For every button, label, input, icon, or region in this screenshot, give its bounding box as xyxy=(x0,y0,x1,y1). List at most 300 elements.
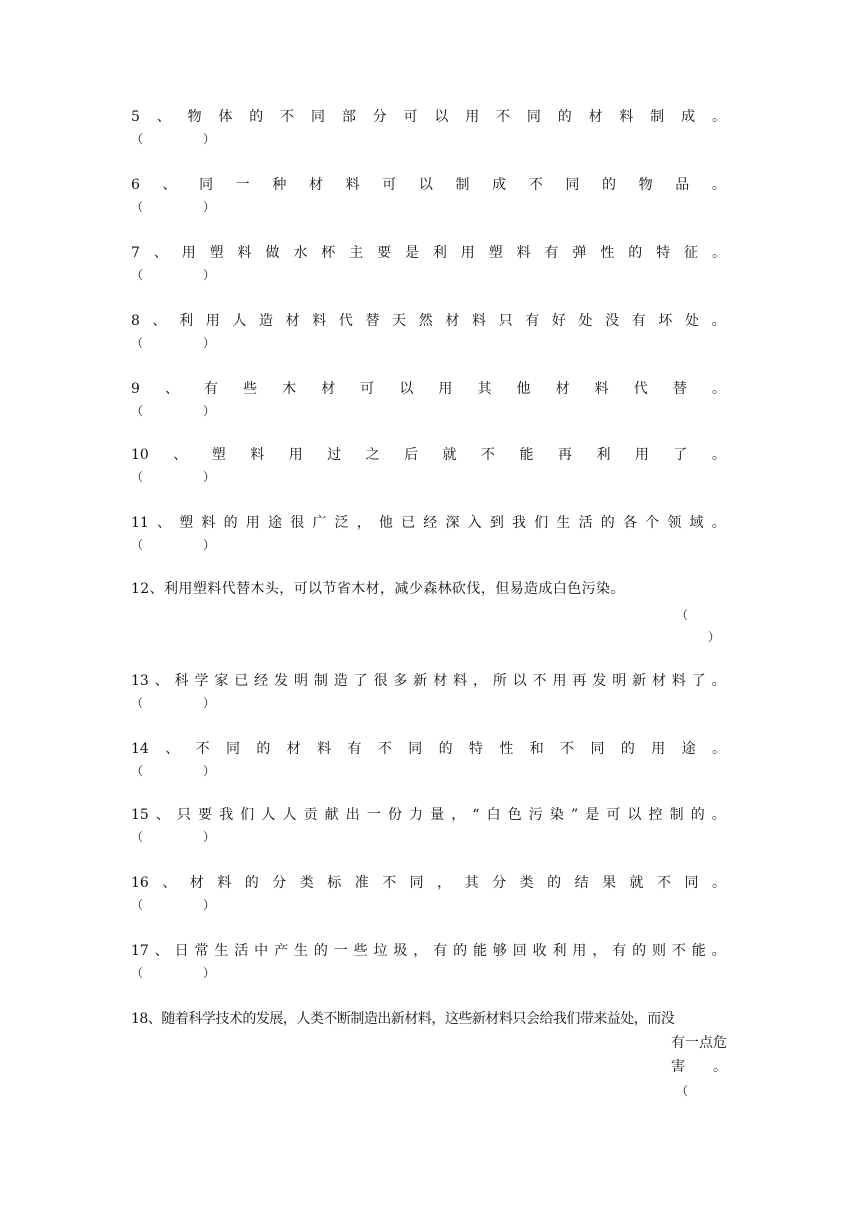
question-char: 不 xyxy=(671,943,686,959)
question-char: 。 xyxy=(711,177,726,193)
question-char: 替 xyxy=(365,313,380,329)
question-char: ” xyxy=(570,807,579,823)
question-char: 征 xyxy=(684,245,699,261)
question-char: 然 xyxy=(418,313,433,329)
question-text xyxy=(131,514,726,532)
question-char: 用 xyxy=(245,515,260,531)
question-text: 18、随着科学技术的发展，人类不断制造出新材料，这些新材料只会给我们带来益处，而没 xyxy=(131,1011,675,1027)
question-char: 塑 xyxy=(211,447,226,463)
question-char: 之 xyxy=(365,447,380,463)
question-char: 泛 xyxy=(334,515,349,531)
question-char: 献 xyxy=(324,807,339,823)
question-char: 制 xyxy=(650,109,665,125)
question-text: 12、利用塑料代替木头，可以节省木材，减少森林砍伐，但易造成白色污染。 xyxy=(131,581,625,597)
question-char: 深 xyxy=(445,515,460,531)
answer-paren-close: ） xyxy=(708,630,721,644)
answer-paren-open: （ xyxy=(676,1084,689,1098)
question-char: 没 xyxy=(605,313,620,329)
question-char: 用 xyxy=(552,673,567,689)
question-char: 的 xyxy=(256,741,271,757)
question-char: 类 xyxy=(299,875,314,891)
answer-blank: （ ） xyxy=(131,966,216,980)
question-char: 过 xyxy=(327,447,342,463)
question-char: 生 xyxy=(214,943,229,959)
question-char: 料 xyxy=(237,245,252,261)
question-16 xyxy=(131,874,726,914)
question-char: 材 xyxy=(321,381,336,397)
question-char: “ xyxy=(472,807,480,823)
answer-blank: （ ） xyxy=(131,470,216,484)
question-char: 只 xyxy=(498,313,513,329)
question-char: 利 xyxy=(596,447,611,463)
question-char: 生 xyxy=(293,943,308,959)
question-char: 各 xyxy=(622,515,637,531)
question-10 xyxy=(131,446,726,486)
question-char: 可 xyxy=(360,381,375,397)
question-char: 、 xyxy=(155,807,170,823)
question-text xyxy=(131,380,726,398)
answer-blank: （ ） xyxy=(131,132,216,146)
question-char: 到 xyxy=(489,515,504,531)
question-char: 料 xyxy=(201,515,216,531)
question-char: 明 xyxy=(293,673,308,689)
question-char: 一 xyxy=(235,177,250,193)
question-char: 塑 xyxy=(209,245,224,261)
question-char: 发 xyxy=(592,673,607,689)
answer-blank: （ ） xyxy=(131,404,216,418)
question-char: 就 xyxy=(442,447,457,463)
question-char: 就 xyxy=(629,875,644,891)
question-char: 造 xyxy=(333,673,348,689)
question-char: 类 xyxy=(519,875,534,891)
question-char: 有 xyxy=(631,313,646,329)
question-11 xyxy=(131,514,726,554)
question-char: 果 xyxy=(602,875,617,891)
question-char: 代 xyxy=(338,313,353,329)
question-char: ， xyxy=(451,807,466,823)
question-text xyxy=(131,942,726,960)
question-char: ， xyxy=(472,673,487,689)
question-char: 要 xyxy=(198,807,213,823)
question-char: 很 xyxy=(290,515,305,531)
question-char: 弹 xyxy=(572,245,587,261)
answer-blank: （ ） xyxy=(131,336,216,350)
question-char: 。 xyxy=(711,741,726,757)
question-char: 用 xyxy=(288,447,303,463)
answer-paren-open: （ xyxy=(676,608,689,622)
question-char: 准 xyxy=(354,875,369,891)
question-char: 份 xyxy=(387,807,402,823)
question-char: 以 xyxy=(512,673,527,689)
question-17 xyxy=(131,942,726,982)
question-text xyxy=(131,312,726,330)
question-char: 我 xyxy=(512,515,527,531)
question-char: 则 xyxy=(651,943,666,959)
question-18 xyxy=(131,1010,751,1098)
question-char: 料 xyxy=(312,313,327,329)
question-char: 多 xyxy=(393,673,408,689)
question-char: ， xyxy=(356,515,371,531)
question-char: 有 xyxy=(347,741,362,757)
question-char: 回 xyxy=(512,943,527,959)
question-char: 。 xyxy=(711,807,726,823)
question-char: 。 xyxy=(711,515,726,531)
question-char: 的 xyxy=(453,943,468,959)
question-char: 8 xyxy=(131,313,140,329)
question-char: 15 xyxy=(131,807,149,823)
question-char: 、 xyxy=(164,381,179,397)
question-char: 主 xyxy=(349,245,364,261)
question-char: 制 xyxy=(669,807,684,823)
question-char: 不 xyxy=(377,741,392,757)
question-char: 替 xyxy=(672,381,687,397)
question-char: 材 xyxy=(433,673,448,689)
question-char: 色 xyxy=(507,807,522,823)
question-char: 利 xyxy=(552,943,567,959)
question-7 xyxy=(131,244,726,284)
question-char: 料 xyxy=(345,177,360,193)
question-text xyxy=(131,108,726,126)
question-char: 成 xyxy=(492,177,507,193)
question-char: 贡 xyxy=(303,807,318,823)
question-char: 已 xyxy=(234,673,249,689)
question-char: 、 xyxy=(162,875,177,891)
question-char: 的 xyxy=(628,245,643,261)
question-char: 垃 xyxy=(373,943,388,959)
question-char: 标 xyxy=(327,875,342,891)
question-5 xyxy=(131,108,726,148)
question-6 xyxy=(131,176,726,216)
question-text-cont: 有一点危 xyxy=(671,1035,727,1051)
question-char: 天 xyxy=(392,313,407,329)
question-char: 做 xyxy=(265,245,280,261)
question-char: 不 xyxy=(280,109,295,125)
question-char: 以 xyxy=(434,109,449,125)
question-char: 只 xyxy=(177,807,192,823)
question-char: 途 xyxy=(681,741,696,757)
question-char: 的 xyxy=(632,943,647,959)
question-char: 不 xyxy=(560,741,575,757)
question-char: 用 xyxy=(438,381,453,397)
question-char: 料 xyxy=(619,109,634,125)
question-char: 和 xyxy=(529,741,544,757)
question-char: 不 xyxy=(195,741,210,757)
question-char: 用 xyxy=(205,313,220,329)
question-char: 人 xyxy=(261,807,276,823)
question-char: 物 xyxy=(638,177,653,193)
question-char: 途 xyxy=(267,515,282,531)
question-char: 的 xyxy=(438,741,453,757)
question-char: 控 xyxy=(648,807,663,823)
question-char: 有 xyxy=(204,381,219,397)
question-char: 有 xyxy=(544,245,559,261)
question-char: 的 xyxy=(244,875,259,891)
question-char: 材 xyxy=(651,673,666,689)
question-char: 们 xyxy=(534,515,549,531)
question-char: 有 xyxy=(612,943,627,959)
question-char: 量 xyxy=(430,807,445,823)
question-char: 明 xyxy=(612,673,627,689)
answer-blank: （ ） xyxy=(131,898,216,912)
question-char: 能 xyxy=(519,447,534,463)
question-char: 分 xyxy=(492,875,507,891)
question-char: 同 xyxy=(590,741,605,757)
question-char: 杯 xyxy=(321,245,336,261)
question-char: 够 xyxy=(492,943,507,959)
question-char: 同 xyxy=(408,741,423,757)
question-char: 用 xyxy=(181,245,196,261)
question-char: 同 xyxy=(565,177,580,193)
question-char: 分 xyxy=(372,109,387,125)
question-text xyxy=(131,672,726,690)
answer-blank: （ ） xyxy=(131,538,216,552)
question-char: 材 xyxy=(189,875,204,891)
question-char: 同 xyxy=(684,875,699,891)
question-char: 其 xyxy=(477,381,492,397)
question-char: 、 xyxy=(154,673,169,689)
question-char: 料 xyxy=(317,741,332,757)
question-char: 。 xyxy=(711,673,726,689)
question-char: 好 xyxy=(551,313,566,329)
question-char: 活 xyxy=(234,943,249,959)
question-char: 可 xyxy=(606,807,621,823)
question-char: 制 xyxy=(455,177,470,193)
question-char: 处 xyxy=(685,313,700,329)
question-char: 们 xyxy=(240,807,255,823)
question-char: 不 xyxy=(528,177,543,193)
question-char: 利 xyxy=(179,313,194,329)
question-char: 同 xyxy=(199,177,214,193)
question-9 xyxy=(131,380,726,420)
question-char: 域 xyxy=(689,515,704,531)
answer-blank: （ ） xyxy=(131,696,216,710)
question-13 xyxy=(131,672,726,712)
question-char: 、 xyxy=(173,447,188,463)
question-char: 材 xyxy=(588,109,603,125)
question-char: 料 xyxy=(250,447,265,463)
question-char: 的 xyxy=(620,741,635,757)
question-char: 、 xyxy=(165,741,180,757)
question-char: 种 xyxy=(272,177,287,193)
question-char: 料 xyxy=(516,245,531,261)
question-char: 生 xyxy=(556,515,571,531)
question-char: 的 xyxy=(547,875,562,891)
question-char: 家 xyxy=(214,673,229,689)
answer-blank: （ ） xyxy=(131,268,216,282)
question-char: 入 xyxy=(467,515,482,531)
question-char: 结 xyxy=(574,875,589,891)
question-char: 。 xyxy=(711,447,726,463)
question-char: 染 xyxy=(549,807,564,823)
question-char: 不 xyxy=(657,875,672,891)
question-char: 利 xyxy=(432,245,447,261)
question-char: 同 xyxy=(409,875,424,891)
question-char: 后 xyxy=(404,447,419,463)
question-char: 有 xyxy=(433,943,448,959)
question-char: 不 xyxy=(481,447,496,463)
question-char: 以 xyxy=(418,177,433,193)
question-char: 塑 xyxy=(488,245,503,261)
question-char: 材 xyxy=(285,313,300,329)
question-char: 9 xyxy=(131,381,140,397)
question-char: 出 xyxy=(345,807,360,823)
question-char: 是 xyxy=(585,807,600,823)
question-char: 用 xyxy=(460,245,475,261)
question-char: 个 xyxy=(645,515,660,531)
question-char: 白 xyxy=(486,807,501,823)
question-char: 料 xyxy=(453,673,468,689)
question-char: 13 xyxy=(131,673,149,689)
question-char: 收 xyxy=(532,943,547,959)
question-char: 10 xyxy=(131,447,149,463)
question-char: 中 xyxy=(254,943,269,959)
question-char: 些 xyxy=(353,943,368,959)
question-char: 、 xyxy=(152,313,167,329)
question-char: 所 xyxy=(492,673,507,689)
answer-blank: （ ） xyxy=(131,830,216,844)
question-char: 代 xyxy=(633,381,648,397)
question-char: 性 xyxy=(600,245,615,261)
question-char: 。 xyxy=(711,313,726,329)
question-char: 用 xyxy=(651,741,666,757)
answer-blank: （ ） xyxy=(131,200,216,214)
question-char: 用 xyxy=(465,109,480,125)
question-char: 料 xyxy=(594,381,609,397)
question-text xyxy=(131,806,726,824)
question-char: 新 xyxy=(413,673,428,689)
question-char: 他 xyxy=(378,515,393,531)
question-char: 污 xyxy=(528,807,543,823)
question-char: 特 xyxy=(656,245,671,261)
question-char: ， xyxy=(413,943,428,959)
question-char: 了 xyxy=(673,447,688,463)
question-char: 制 xyxy=(313,673,328,689)
question-char: 。 xyxy=(711,245,726,261)
question-char: 特 xyxy=(468,741,483,757)
question-char: 能 xyxy=(691,943,706,959)
question-char: 性 xyxy=(499,741,514,757)
question-char: 。 xyxy=(711,109,726,125)
question-char: 经 xyxy=(254,673,269,689)
question-char: 的 xyxy=(602,177,617,193)
question-text xyxy=(131,874,726,892)
question-char: ， xyxy=(437,875,452,891)
question-char: 广 xyxy=(312,515,327,531)
question-char: 的 xyxy=(690,807,705,823)
question-char: 7 xyxy=(131,245,140,261)
question-char: 人 xyxy=(232,313,247,329)
question-char: 部 xyxy=(341,109,356,125)
question-char: 物 xyxy=(187,109,202,125)
question-char: 很 xyxy=(373,673,388,689)
question-14 xyxy=(131,740,726,780)
question-char: 。 xyxy=(711,943,726,959)
question-char: 造 xyxy=(259,313,274,329)
question-char: 木 xyxy=(282,381,297,397)
question-char: 的 xyxy=(313,943,328,959)
question-char: 成 xyxy=(681,109,696,125)
question-char: 已 xyxy=(401,515,416,531)
question-text xyxy=(131,176,726,194)
question-char: 14 xyxy=(131,741,149,757)
question-text xyxy=(131,244,726,262)
answer-blank: （ ） xyxy=(131,764,216,778)
question-char: 学 xyxy=(194,673,209,689)
question-char: 材 xyxy=(445,313,460,329)
question-char: 些 xyxy=(243,381,258,397)
question-char: 、 xyxy=(154,943,169,959)
question-char: 16 xyxy=(131,875,149,891)
question-char: 常 xyxy=(194,943,209,959)
question-char: 领 xyxy=(667,515,682,531)
question-char: 用 xyxy=(634,447,649,463)
question-char: 是 xyxy=(404,245,419,261)
question-char: 可 xyxy=(403,109,418,125)
question-char: 的 xyxy=(223,515,238,531)
question-char: 料 xyxy=(671,673,686,689)
question-char: 材 xyxy=(555,381,570,397)
question-char: 同 xyxy=(225,741,240,757)
question-text xyxy=(131,446,726,464)
question-text-cont-2: 害 。 xyxy=(671,1059,727,1075)
question-char: 不 xyxy=(382,875,397,891)
question-8 xyxy=(131,312,726,352)
question-char: 能 xyxy=(472,943,487,959)
question-char: 力 xyxy=(409,807,424,823)
question-char: 产 xyxy=(274,943,289,959)
question-char: 。 xyxy=(711,381,726,397)
question-char: 了 xyxy=(353,673,368,689)
question-char: 处 xyxy=(578,313,593,329)
question-char: 人 xyxy=(282,807,297,823)
question-char: 水 xyxy=(293,245,308,261)
question-char: 有 xyxy=(525,313,540,329)
question-char: 的 xyxy=(557,109,572,125)
question-char: 5 xyxy=(131,109,140,125)
question-char: 料 xyxy=(472,313,487,329)
question-char: 发 xyxy=(274,673,289,689)
question-char: 新 xyxy=(632,673,647,689)
question-char: 、 xyxy=(156,109,171,125)
question-char: 日 xyxy=(174,943,189,959)
question-char: 不 xyxy=(532,673,547,689)
question-char: 材 xyxy=(286,741,301,757)
question-char: 以 xyxy=(627,807,642,823)
question-char: 其 xyxy=(464,875,479,891)
question-12 xyxy=(131,580,726,644)
question-char: 品 xyxy=(675,177,690,193)
question-char: 材 xyxy=(309,177,324,193)
question-char: 经 xyxy=(423,515,438,531)
question-char: 体 xyxy=(218,109,233,125)
question-char: 再 xyxy=(572,673,587,689)
question-char: 一 xyxy=(366,807,381,823)
question-char: 、 xyxy=(157,515,172,531)
question-char: 用 xyxy=(572,943,587,959)
question-char: 他 xyxy=(516,381,531,397)
question-char: 活 xyxy=(578,515,593,531)
question-char: 料 xyxy=(217,875,232,891)
question-text xyxy=(131,740,726,758)
question-char: 坏 xyxy=(658,313,673,329)
question-char: 不 xyxy=(496,109,511,125)
question-char: 、 xyxy=(162,177,177,193)
question-char: 以 xyxy=(399,381,414,397)
question-char: 的 xyxy=(249,109,264,125)
question-char: 分 xyxy=(272,875,287,891)
question-char: 17 xyxy=(131,943,149,959)
question-char: ， xyxy=(592,943,607,959)
